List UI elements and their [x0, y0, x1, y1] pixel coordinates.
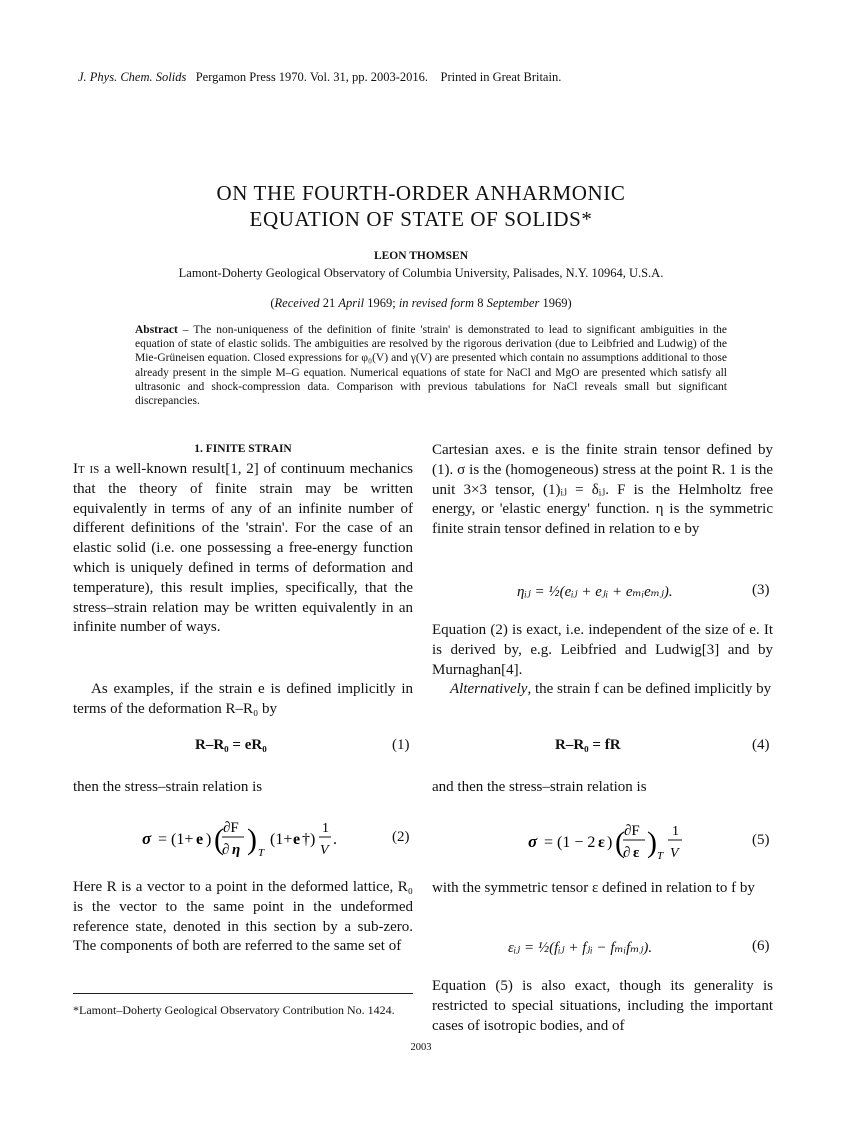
svg-text:ε: ε	[633, 845, 640, 861]
svg-text:†): †)	[302, 831, 316, 848]
svg-text:1: 1	[322, 821, 329, 836]
equation-3: ηᵢⱼ = ½(eᵢⱼ + eⱼᵢ + eₘᵢeₘⱼ).	[517, 584, 673, 600]
equation-4: R–R₀ = fR	[555, 737, 621, 753]
svg-text:): )	[247, 823, 257, 856]
right-paragraph-5: with the symmetric tensor ε defined in relation to f by	[432, 880, 755, 896]
equation-6: εᵢⱼ = ½(fᵢⱼ + fⱼᵢ − fₘᵢfₘⱼ).	[508, 940, 653, 956]
right-paragraph-3: Alternatively, the strain f can be defined implicitly by	[450, 681, 772, 697]
journal-name: J. Phys. Chem. Solids	[78, 70, 187, 84]
right-paragraph-6: Equation (5) is also exact, though its generality is restricted to special situations, including the important cases of isotropic bodies, and of	[432, 978, 773, 1034]
svg-text:.: .	[333, 831, 337, 848]
equation-1-number: (1)	[392, 737, 410, 753]
svg-text:V: V	[320, 843, 329, 858]
abstract-text: The non-uniqueness of the definition of finite 'strain' is demonstrated to lead to significant ambiguities in the equation of state of elastic solids. The ambiguities are resolved by the rigorous derivation (due to Leibfried and Ludwig) of the Mie-Grüneisen equation. Closed expressions for φ₀(V) and γ(V) are presented which contain no assumptions additional to those already present in the simple M–G equation. Numerical equations of state for NaCl and MgO are presented which satisfy all ultrasonic and shock-compression data. Comparison with previous tabulations for NaCl reveals small but significant discrepancies.	[135, 324, 728, 408]
left-paragraph-4: Here R is a vector to a point in the deformed lattice, R₀ is the vector to the same point in the undeformed reference state, denoted in this section by a sub-zero. The components of both are referred to the same set of	[73, 879, 413, 955]
svg-text:(: (	[615, 826, 625, 859]
page-number: 2003	[410, 1042, 432, 1053]
svg-text:= (1+: = (1+	[158, 831, 194, 848]
svg-text:∂F: ∂F	[223, 820, 239, 836]
svg-text:(1+: (1+	[270, 831, 293, 848]
affiliation: Lamont-Doherty Geological Observatory of Columbia University, Palisades, N.Y. 10964, U.S.A.	[178, 266, 664, 280]
equation-5-number: (5)	[752, 832, 770, 848]
svg-text:e: e	[293, 831, 301, 848]
left-paragraph-3: then the stress–strain relation is	[73, 779, 263, 795]
svg-text:T: T	[258, 847, 265, 859]
svg-text:1: 1	[672, 824, 679, 839]
svg-text:∂: ∂	[222, 842, 230, 858]
footnote: *Lamont–Doherty Geological Observatory Contribution No. 1424.	[73, 1003, 395, 1017]
equation-6-number: (6)	[752, 938, 770, 954]
left-paragraph-1: It is a well-known result[1, 2] of continuum mechanics that the theory of finite strain may be written equivalently in terms of any of an infinite number of different definitions of the 'strain'. For the case of an elastic solid (i.e. one possessing a free-energy function which is uniquely defined in terms of deformation and temperature), this result implies, specifically, that the stress–strain relation may be written equivalently in an infinite number of ways.	[73, 461, 413, 636]
title-line-1: ON THE FOURTH-ORDER ANHARMONIC	[216, 181, 626, 205]
svg-text:V: V	[670, 846, 679, 861]
left-paragraph-2: As examples, if the strain e is defined implicitly in terms of the deformation R–R₀ by	[73, 681, 413, 717]
title-line-2: EQUATION OF STATE OF SOLIDS*	[249, 207, 593, 231]
svg-text:): )	[607, 834, 613, 851]
svg-text:ε: ε	[598, 834, 605, 851]
equation-1: R–R₀ = eR₀	[195, 737, 267, 753]
svg-text:): )	[647, 826, 657, 859]
svg-text:η: η	[232, 842, 241, 858]
svg-text:σ: σ	[528, 832, 538, 851]
svg-text:T: T	[657, 850, 664, 862]
svg-text:σ: σ	[142, 829, 152, 848]
equation-2	[130, 812, 375, 864]
right-paragraph-2: Equation (2) is exact, i.e. independent of the size of e. It is derived by, e.g. Leibfried and Ludwig[3] and by Murnaghan[4].	[432, 622, 773, 678]
svg-text:(: (	[214, 823, 224, 856]
paragraph-lead: It is	[73, 461, 100, 477]
equation-2-number: (2)	[392, 829, 410, 845]
abstract-label: Abstract	[135, 324, 178, 336]
section-heading: 1. FINITE STRAIN	[194, 443, 292, 455]
printed-info: Printed in Great Britain.	[440, 70, 562, 84]
svg-text:∂F: ∂F	[624, 823, 640, 839]
equation-5	[520, 815, 720, 867]
abstract: Abstract – The non-uniqueness of the definition of finite 'strain' is demonstrated to lead to significant ambiguities in the equation of state of elastic solids. The ambiguities are resolved by the rigorous derivation (due to Leibfried and Ludwig) of the Mie-Grüneisen equation. Closed expressions for φ₀(V) and γ(V) are presented which contain no assumptions additional to those already present in the simple M–G equation. Numerical equations of state for NaCl and MgO are presented which satisfy all ultrasonic and shock-compression data. Comparison with previous tabulations for NaCl reveals small but significant discrepancies.	[135, 324, 728, 408]
right-paragraph-4: and then the stress–strain relation is	[432, 779, 647, 795]
svg-text:e: e	[196, 831, 204, 848]
equation-4-number: (4)	[752, 737, 770, 753]
author-name: LEON THOMSEN	[373, 250, 469, 262]
svg-text:= (1 − 2: = (1 − 2	[544, 834, 596, 851]
journal-header	[78, 70, 778, 85]
received-dates: (Received 21 April 1969; in revised form 8 September 1969)	[270, 296, 572, 310]
paper-title	[0, 180, 842, 232]
svg-text:): )	[206, 831, 212, 848]
equation-3-number: (3)	[752, 582, 770, 598]
svg-text:∂: ∂	[623, 845, 631, 861]
right-paragraph-1: Cartesian axes. e is the finite strain tensor defined by (1). σ is the (homogeneous) stress at the point R. 1 is the unit 3×3 tensor, (1)ᵢⱼ = δᵢⱼ. F is the Helmholtz free energy, or 'elastic energy' function. η is the symmetric finite strain tensor defined in relation to e by	[432, 442, 773, 538]
publisher-info: Pergamon Press 1970. Vol. 31, pp. 2003-2016.	[195, 70, 429, 84]
footnote-rule	[73, 993, 413, 994]
